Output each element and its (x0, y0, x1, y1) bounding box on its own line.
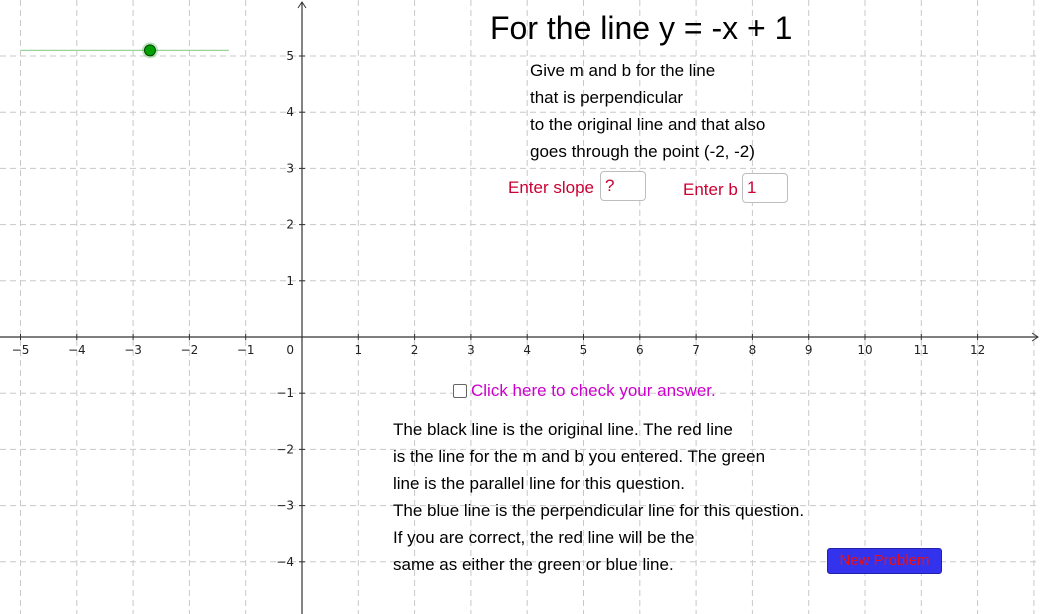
explanation-line-1: The black line is the original line. The red line (393, 420, 733, 439)
x-tick-label: 12 (969, 343, 986, 357)
x-tick-label: −1 (236, 343, 255, 357)
x-tick-label: 11 (913, 343, 929, 357)
explanation-line-5: If you are correct, the red line will be the (393, 528, 695, 547)
y-tick-label: −3 (276, 498, 294, 513)
new-problem-button[interactable]: New Problem (827, 548, 942, 574)
y-tick-label: 5 (286, 49, 294, 63)
x-tick-label: −3 (124, 343, 142, 357)
slope-input[interactable]: ? (600, 171, 646, 201)
instruction-line-3: to the original line and that also (530, 115, 766, 134)
x-tick-label: −2 (180, 343, 199, 357)
x-tick-label: −5 (11, 343, 30, 357)
x-tick-label: 8 (748, 343, 757, 357)
x-tick-label: 1 (354, 343, 363, 357)
instruction-line-2: that is perpendicular (530, 88, 684, 107)
check-answer-label[interactable]: Click here to check your answer. (471, 381, 716, 400)
origin-label: 0 (286, 343, 294, 357)
y-tick-label: −1 (276, 386, 294, 401)
explanation-line-4: The blue line is the perpendicular line for this question. (393, 501, 805, 520)
x-tick-label: 6 (635, 343, 644, 357)
x-tick-label: 7 (692, 343, 700, 357)
b-label: Enter b (683, 180, 738, 199)
y-tick-label: 2 (286, 217, 294, 232)
y-tick-label: −2 (276, 442, 294, 457)
y-tick-label: −4 (276, 554, 294, 569)
x-tick-label: 3 (467, 343, 475, 357)
slider-handle[interactable] (144, 45, 155, 56)
explanation-line-6: same as either the green or blue line. (393, 555, 674, 574)
page-title: For the line y = -x + 1 (490, 10, 793, 46)
y-tick-label: 4 (286, 105, 294, 120)
x-tick-label: 4 (523, 343, 532, 357)
slope-label: Enter slope (508, 178, 594, 197)
check-answer-checkbox[interactable] (453, 384, 467, 398)
b-input[interactable]: 1 (742, 173, 788, 203)
x-tick-label: 5 (579, 343, 588, 357)
instruction-line-4: goes through the point (-2, -2) (530, 142, 755, 161)
instruction-line-1: Give m and b for the line (530, 61, 716, 80)
check-answer-row[interactable] (453, 381, 716, 401)
x-tick-label: 10 (857, 343, 873, 357)
x-tick-label: 2 (410, 343, 419, 357)
x-tick-label: −4 (67, 343, 86, 357)
x-tick-label: 9 (804, 343, 813, 357)
y-tick-label: 3 (286, 161, 294, 176)
y-tick-label: 1 (286, 273, 294, 288)
explanation-line-3: line is the parallel line for this question. (393, 474, 685, 493)
explanation-line-2: is the line for the m and b you entered. The green (393, 447, 766, 466)
